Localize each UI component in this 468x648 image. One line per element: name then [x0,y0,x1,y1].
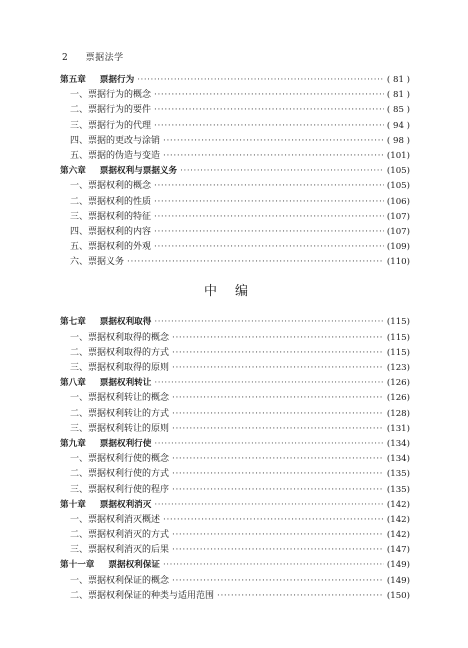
toc-entry-label [70,528,169,543]
chapter-number: 第五章 [60,75,86,85]
page-reference: ( 94 ) [386,120,410,131]
dot-leader [154,498,384,513]
page-reference: ( 81 ) [386,90,410,101]
toc-section-entry[interactable] [60,134,410,149]
section-title: 二、票据权利行使的方式 [70,469,170,480]
page-number: 2 [62,53,69,63]
page-reference: (110) [386,257,410,268]
toc-entry-label [70,331,169,346]
toc-section-entry[interactable] [60,240,410,255]
toc-chapter-entry[interactable] [60,164,410,179]
dot-leader [154,240,384,255]
page-reference: (126) [386,393,410,404]
dot-leader [172,574,384,589]
chapter-title: 票据权利取得 [99,317,152,328]
toc-section-entry[interactable] [60,119,410,134]
toc-section-entry[interactable] [60,452,410,467]
page-reference: (105) [386,181,410,192]
page-reference: (142) [386,499,410,510]
section-title: 一、票据权利消灭概述 [70,514,161,525]
dot-leader [172,452,384,467]
toc-chapter-entry[interactable] [60,498,410,513]
section-title: 二、票据权利取得的方式 [70,347,170,358]
dot-leader [154,119,384,134]
toc-entry-label [60,315,151,330]
toc-entry-label [60,558,160,573]
section-title: 一、票据权利行使的概念 [70,454,170,465]
page-reference: ( 81 ) [386,75,410,85]
section-title: 三、票据权利行使的程序 [70,484,170,495]
dot-leader [127,255,384,270]
page-reference: (147) [386,545,410,556]
section-title: 二、票据权利消灭的方式 [70,530,170,541]
dot-leader [154,437,384,452]
dot-leader [217,589,384,604]
chapter-number: 第十章 [60,499,86,510]
dot-leader [172,528,384,543]
page-reference: (107) [386,211,410,222]
toc-entry-label [70,149,160,164]
page-reference: (128) [386,408,410,419]
toc-section-entry[interactable] [60,361,410,376]
toc-entry-label [70,574,169,589]
page-reference: (109) [386,242,410,253]
chapter-number: 第九章 [60,438,86,449]
dot-leader [163,558,384,573]
section-title: 三、票据权利的特征 [70,211,152,222]
section-title: 一、票据权利的概念 [70,181,152,192]
toc-entry-label [60,437,151,452]
toc-entry-label [70,346,169,361]
toc-entry-label [60,73,134,88]
toc-group-middle [60,315,410,604]
toc-section-entry[interactable] [60,407,410,422]
dot-leader [172,543,384,558]
page-reference: (134) [386,438,410,449]
page-reference: (149) [386,575,410,586]
section-title: 三、票据权利取得的原则 [70,363,170,373]
section-title: 二、票据行为的要件 [70,105,152,116]
toc-section-entry[interactable] [60,331,410,346]
dot-leader [154,210,384,225]
page-reference: (150) [386,590,410,601]
toc-entry-label [70,483,169,498]
toc-section-entry[interactable] [60,391,410,406]
dot-leader [163,134,384,149]
toc-section-entry[interactable] [60,574,410,589]
part-title: 中编 [203,284,266,300]
dot-leader [154,195,384,210]
dot-leader [172,407,384,422]
toc-entry-label [60,498,151,513]
page-reference: (134) [386,454,410,465]
toc-entry-label [70,467,169,482]
toc-section-entry[interactable] [60,149,410,164]
section-title: 一、票据权利保证的概念 [70,575,170,586]
dot-leader [154,225,384,240]
section-title: 二、票据权利转让的方式 [70,408,170,419]
toc-chapter-entry[interactable] [60,558,410,573]
section-title: 一、票据行为的概念 [70,90,152,101]
toc-entry-label [70,225,151,240]
chapter-title: 票据权利消灭 [99,499,152,510]
chapter-title: 票据权利保证 [108,560,160,571]
toc-entry-label [60,376,151,391]
section-title: 二、票据权利的性质 [70,196,152,207]
page-reference: (115) [386,347,410,358]
toc-chapter-entry[interactable] [60,315,410,330]
toc-entry-label [70,422,169,437]
chapter-title: 票据权利行使 [99,438,152,449]
toc-section-entry[interactable] [60,483,410,498]
dot-leader [163,149,384,164]
toc-section-entry[interactable] [60,513,410,528]
section-title: 六、票据义务 [70,257,125,268]
toc-entry-label [70,589,214,604]
dot-leader [172,483,384,498]
section-title: 五、票据权利的外观 [70,242,152,253]
page-reference: (135) [386,484,410,495]
page-reference: (107) [386,226,410,237]
dot-leader [154,103,384,118]
toc-section-entry[interactable] [60,88,410,103]
dot-leader [154,179,384,194]
dot-leader [172,422,384,437]
chapter-title: 票据行为 [99,75,135,85]
toc-section-entry[interactable] [60,179,410,194]
page-reference: (106) [386,196,410,207]
toc-entry-label [70,407,169,422]
page-reference: (131) [386,423,410,434]
toc-entry-label [70,391,169,406]
toc-entry-label [70,255,124,270]
chapter-title: 票据权利转让 [99,378,152,389]
chapter-number: 第十一章 [60,560,95,571]
dot-leader [172,391,384,406]
page-reference: (123) [386,363,410,373]
toc-section-entry[interactable] [60,528,410,543]
page-reference: (105) [386,166,410,177]
section-title: 五、票据的伪造与变造 [70,150,161,161]
page-reference: (126) [386,378,410,389]
page-reference: (142) [386,514,410,525]
dot-leader [172,361,384,376]
toc-section-entry[interactable] [60,422,410,437]
toc-section-entry[interactable] [60,195,410,210]
toc-entry-label [70,179,151,194]
toc-chapter-entry[interactable] [60,437,410,452]
toc-entry-label [70,543,169,558]
book-title: 票据法学 [85,53,124,63]
toc-entry-label [70,240,151,255]
table-of-contents [60,73,410,604]
toc-chapter-entry[interactable] [60,73,410,88]
page-reference: (115) [386,332,410,343]
dot-leader [172,467,384,482]
dot-leader [180,164,384,179]
toc-entry-label [70,361,169,376]
chapter-title: 票据权利与票据义务 [99,166,178,177]
toc-entry-label [60,164,177,179]
toc-entry-label [70,452,169,467]
chapter-number: 第八章 [60,378,86,389]
toc-entry-label [70,513,160,528]
section-title: 四、票据权利的内容 [70,226,152,237]
toc-section-entry[interactable] [60,255,410,270]
chapter-number: 第六章 [60,166,86,177]
section-title: 一、票据权利转让的概念 [70,393,170,404]
section-title: 四、票据的更改与涂销 [70,135,161,146]
toc-entry-label [70,103,151,118]
dot-leader [154,315,384,330]
section-title: 二、票据权利保证的种类与适用范围 [70,590,215,601]
dot-leader [172,346,384,361]
chapter-number: 第七章 [60,317,86,328]
page-reference: (135) [386,469,410,480]
toc-section-entry[interactable] [60,225,410,240]
section-title: 三、票据行为的代理 [70,120,152,131]
toc-section-entry[interactable] [60,210,410,225]
dot-leader [172,331,384,346]
toc-section-entry[interactable] [60,589,410,604]
section-title: 三、票据权利消灭的后果 [70,545,170,556]
page-reference: ( 85 ) [386,105,410,116]
toc-section-entry[interactable] [60,103,410,118]
toc-section-entry[interactable] [60,467,410,482]
toc-section-entry[interactable] [60,346,410,361]
page-reference: (101) [386,150,410,161]
toc-entry-label [70,195,151,210]
toc-entry-label [70,210,151,225]
running-header [62,50,124,63]
toc-section-entry[interactable] [60,543,410,558]
page-reference: (142) [386,530,410,541]
dot-leader [137,73,384,88]
page-reference: ( 98 ) [386,135,410,146]
page-reference: (115) [386,317,410,328]
toc-chapter-entry[interactable] [60,376,410,391]
dot-leader [154,88,384,103]
section-title: 三、票据权利转让的原则 [70,423,170,434]
toc-entry-label [70,88,151,103]
section-title: 一、票据权利取得的概念 [70,332,170,343]
page-reference: (149) [386,560,410,571]
dot-leader [154,376,384,391]
toc-entry-label [70,119,151,134]
dot-leader [163,513,384,528]
toc-entry-label [70,134,160,149]
toc-group-upper [60,73,410,270]
